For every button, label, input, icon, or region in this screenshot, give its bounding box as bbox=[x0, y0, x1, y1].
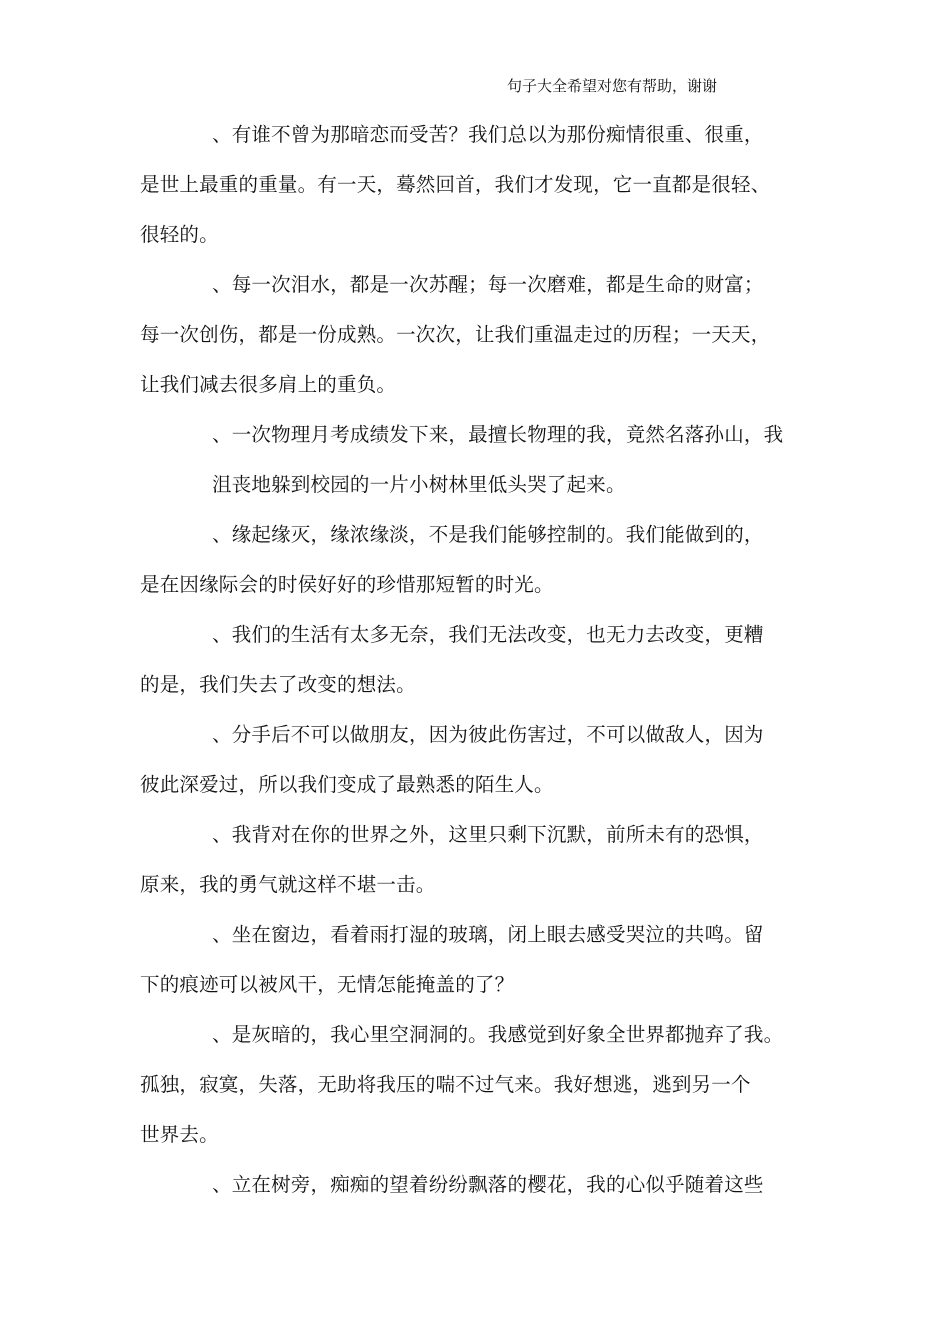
text-line: 、我们的生活有太多无奈，我们无法改变，也无力去改变，更糟 bbox=[212, 623, 764, 646]
text-line: 孤独，寂寞，失落，无助将我压的喘不过气来。我好想逃，逃到另一个 bbox=[140, 1073, 751, 1096]
text-line: 很轻的。 bbox=[140, 223, 219, 246]
text-line: 每一次创伤，都是一份成熟。一次次，让我们重温走过的历程；一天天， bbox=[140, 323, 771, 346]
text-line: 、有谁不曾为那暗恋而受苦？我们总以为那份痴情很重、很重， bbox=[212, 123, 764, 146]
text-line: 是在因缘际会的时侯好好的珍惜那短暂的时光。 bbox=[140, 573, 554, 596]
text-line: 下的痕迹可以被风干，无情怎能掩盖的了？ bbox=[140, 973, 515, 996]
text-line: 、坐在窗边，看着雨打湿的玻璃，闭上眼去感受哭泣的共鸣。留 bbox=[212, 923, 764, 946]
text-line: 沮丧地躲到校园的一片小树林里低头哭了起来。 bbox=[212, 473, 626, 496]
text-line: 是世上最重的重量。有一天，蓦然回首，我们才发现，它一直都是很轻、 bbox=[140, 173, 771, 196]
text-line: 、一次物理月考成绩发下来，最擅长物理的我，竟然名落孙山，我 bbox=[212, 423, 784, 446]
text-line: 、我背对在你的世界之外，这里只剩下沉默，前所未有的恐惧， bbox=[212, 823, 764, 846]
text-line: 的是，我们失去了改变的想法。 bbox=[140, 673, 416, 696]
text-line: 、每一次泪水，都是一次苏醒；每一次磨难，都是生命的财富； bbox=[212, 273, 764, 296]
text-line: 世界去。 bbox=[140, 1123, 219, 1146]
text-line: 原来，我的勇气就这样不堪一击。 bbox=[140, 873, 436, 896]
page-header: 句子大全希望对您有帮助，谢谢 bbox=[507, 77, 718, 95]
text-line: 、是灰暗的，我心里空洞洞的。我感觉到好象全世界都抛弃了我。 bbox=[212, 1023, 784, 1046]
text-line: 彼此深爱过，所以我们变成了最熟悉的陌生人。 bbox=[140, 773, 554, 796]
text-line: 、分手后不可以做朋友，因为彼此伤害过，不可以做敌人，因为 bbox=[212, 723, 764, 746]
text-line: 、立在树旁，痴痴的望着纷纷飘落的樱花，我的心似乎随着这些 bbox=[212, 1173, 764, 1196]
text-line: 、缘起缘灭，缘浓缘淡，不是我们能够控制的。我们能做到的， bbox=[212, 523, 764, 546]
text-line: 让我们减去很多肩上的重负。 bbox=[140, 373, 397, 396]
